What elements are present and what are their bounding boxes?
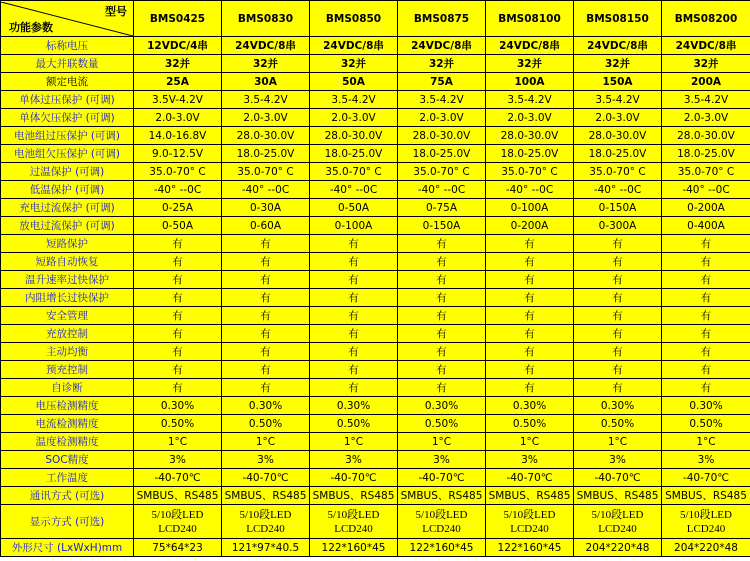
table-cell-line: LCD240 <box>422 522 461 535</box>
table-cell-line: 5/10段LED <box>239 508 292 521</box>
row-label: SOC精度 <box>1 451 134 469</box>
table-cell: 有 <box>486 361 574 379</box>
table-cell: 32并 <box>486 55 574 73</box>
row-label: 电流检测精度 <box>1 415 134 433</box>
row-label: 充电过流保护 (可调) <box>1 199 134 217</box>
table-cell: 3.5-4.2V <box>574 91 662 109</box>
table-cell: 有 <box>574 235 662 253</box>
table-cell: 有 <box>398 235 486 253</box>
table-cell: 有 <box>222 235 310 253</box>
table-cell: 32并 <box>662 55 750 73</box>
table-cell: 有 <box>662 289 750 307</box>
table-cell: 35.0-70° C <box>574 163 662 181</box>
table-cell-line: LCD240 <box>158 522 197 535</box>
table-cell: 0.50% <box>662 415 750 433</box>
table-cell <box>486 505 574 539</box>
table-cell: 1°C <box>310 433 398 451</box>
table-cell: 有 <box>662 253 750 271</box>
row-label: 放电过流保护 (可调) <box>1 217 134 235</box>
table-cell-line: LCD240 <box>246 522 285 535</box>
table-cell: 100A <box>486 73 574 91</box>
table-cell: 0-100A <box>486 199 574 217</box>
table-cell: 14.0-16.8V <box>134 127 222 145</box>
row-label: 温升速率过快保护 <box>1 271 134 289</box>
table-cell: 28.0-30.0V <box>398 127 486 145</box>
table-cell: 35.0-70° C <box>398 163 486 181</box>
table-cell: -40° --0C <box>662 181 750 199</box>
table-cell: SMBUS、RS485 <box>398 487 486 505</box>
table-cell: 2.0-3.0V <box>398 109 486 127</box>
table-cell <box>134 505 222 539</box>
table-cell: -40° --0C <box>222 181 310 199</box>
table-cell: 有 <box>310 325 398 343</box>
table-cell: 0-150A <box>398 217 486 235</box>
row-label: 单体欠压保护 (可调) <box>1 109 134 127</box>
table-row <box>1 415 750 433</box>
table-cell: 0.50% <box>398 415 486 433</box>
table-cell: SMBUS、RS485 <box>486 487 574 505</box>
table-cell: 有 <box>222 343 310 361</box>
table-cell: 0-300A <box>574 217 662 235</box>
table-cell: 12VDC/4串 <box>134 37 222 55</box>
table-cell: 有 <box>662 325 750 343</box>
table-cell: 32并 <box>134 55 222 73</box>
table-cell: 有 <box>486 253 574 271</box>
table-cell: 3% <box>486 451 574 469</box>
model-header-bms0850: BMS0850 <box>310 1 398 37</box>
model-header-bms0830: BMS0830 <box>222 1 310 37</box>
table-cell: 有 <box>486 325 574 343</box>
table-cell: 0.30% <box>486 397 574 415</box>
table-cell: 32并 <box>310 55 398 73</box>
table-cell: 有 <box>486 307 574 325</box>
table-cell: 0-25A <box>134 199 222 217</box>
table-cell: 24VDC/8串 <box>398 37 486 55</box>
table-row <box>1 163 750 181</box>
row-label: 自诊断 <box>1 379 134 397</box>
table-cell: 9.0-12.5V <box>134 145 222 163</box>
table-cell: 有 <box>310 379 398 397</box>
row-label: 通讯方式 (可选) <box>1 487 134 505</box>
table-cell: 有 <box>222 253 310 271</box>
table-cell: 0-50A <box>310 199 398 217</box>
table-cell: 有 <box>134 235 222 253</box>
table-cell <box>662 505 750 539</box>
table-cell: 有 <box>134 307 222 325</box>
table-row <box>1 181 750 199</box>
table-cell: 1°C <box>398 433 486 451</box>
table-cell: 2.0-3.0V <box>310 109 398 127</box>
table-cell: 有 <box>574 379 662 397</box>
table-cell: 1°C <box>134 433 222 451</box>
table-cell: 有 <box>310 235 398 253</box>
table-cell: 有 <box>310 361 398 379</box>
table-cell: SMBUS、RS485 <box>134 487 222 505</box>
table-row <box>1 271 750 289</box>
table-cell: 0.50% <box>222 415 310 433</box>
table-cell: SMBUS、RS485 <box>310 487 398 505</box>
table-cell-line: 5/10段LED <box>591 508 644 521</box>
table-cell: 有 <box>574 343 662 361</box>
table-cell: -40-70℃ <box>398 469 486 487</box>
table-cell: 有 <box>222 325 310 343</box>
table-cell: 28.0-30.0V <box>310 127 398 145</box>
table-cell: 24VDC/8串 <box>222 37 310 55</box>
table-cell: 3.5V-4.2V <box>134 91 222 109</box>
table-row <box>1 397 750 415</box>
table-cell: 有 <box>398 325 486 343</box>
row-label: 外形尺寸 (LxWxH)mm <box>1 539 134 557</box>
model-header-bms0875: BMS0875 <box>398 1 486 37</box>
table-cell: 3% <box>574 451 662 469</box>
table-row <box>1 505 750 539</box>
table-cell: 有 <box>574 361 662 379</box>
table-cell: 1°C <box>574 433 662 451</box>
table-cell: SMBUS、RS485 <box>574 487 662 505</box>
row-label: 内阻增长过快保护 <box>1 289 134 307</box>
corner-param-label: 功能参数 <box>9 20 53 34</box>
table-cell: 有 <box>574 271 662 289</box>
table-cell: 122*160*45 <box>310 539 398 557</box>
table-cell: 有 <box>310 253 398 271</box>
table-cell: 0.50% <box>574 415 662 433</box>
table-cell: 0.30% <box>310 397 398 415</box>
table-row <box>1 343 750 361</box>
table-cell: -40-70℃ <box>486 469 574 487</box>
table-row <box>1 91 750 109</box>
table-cell: 1°C <box>662 433 750 451</box>
table-row <box>1 379 750 397</box>
table-row <box>1 325 750 343</box>
table-cell: 0.50% <box>486 415 574 433</box>
table-row <box>1 199 750 217</box>
row-label: 电池组过压保护 (可调) <box>1 127 134 145</box>
table-cell: 1°C <box>486 433 574 451</box>
table-cell <box>574 505 662 539</box>
table-cell: 35.0-70° C <box>662 163 750 181</box>
table-cell: 有 <box>310 307 398 325</box>
row-label: 显示方式 (可选) <box>1 505 134 539</box>
table-row <box>1 37 750 55</box>
table-row <box>1 253 750 271</box>
header-row <box>1 1 750 37</box>
table-cell: 2.0-3.0V <box>574 109 662 127</box>
table-cell: 28.0-30.0V <box>574 127 662 145</box>
row-label: 额定电流 <box>1 73 134 91</box>
table-cell-line: 5/10段LED <box>503 508 556 521</box>
table-row <box>1 451 750 469</box>
table-cell: 有 <box>574 289 662 307</box>
table-cell: 18.0-25.0V <box>662 145 750 163</box>
table-cell: 35.0-70° C <box>486 163 574 181</box>
row-label: 温度检测精度 <box>1 433 134 451</box>
row-label: 主动均衡 <box>1 343 134 361</box>
table-cell-line: 5/10段LED <box>680 508 732 521</box>
table-cell: 3% <box>134 451 222 469</box>
table-cell: -40-70℃ <box>662 469 750 487</box>
table-cell: 有 <box>310 271 398 289</box>
model-header-bms08200: BMS08200 <box>662 1 750 37</box>
row-label: 最大并联数量 <box>1 55 134 73</box>
table-cell: 有 <box>398 379 486 397</box>
table-cell: -40° --0C <box>398 181 486 199</box>
table-cell: 3.5-4.2V <box>222 91 310 109</box>
table-cell-line: LCD240 <box>334 522 373 535</box>
table-cell: 有 <box>662 361 750 379</box>
table-cell: 2.0-3.0V <box>662 109 750 127</box>
table-cell: -40° --0C <box>486 181 574 199</box>
table-cell: 0-50A <box>134 217 222 235</box>
table-cell: 有 <box>398 343 486 361</box>
row-label: 安全管理 <box>1 307 134 325</box>
table-cell: 32并 <box>222 55 310 73</box>
table-cell: -40-70℃ <box>310 469 398 487</box>
table-cell: 有 <box>398 271 486 289</box>
table-cell-line: 5/10段LED <box>415 508 468 521</box>
table-row <box>1 55 750 73</box>
table-cell: 28.0-30.0V <box>486 127 574 145</box>
table-cell: 24VDC/8串 <box>486 37 574 55</box>
table-cell: 0-150A <box>574 199 662 217</box>
table-cell: 有 <box>662 235 750 253</box>
table-cell: 有 <box>574 325 662 343</box>
table-cell: 有 <box>134 325 222 343</box>
row-label: 电压检测精度 <box>1 397 134 415</box>
table-cell-line: LCD240 <box>598 522 637 535</box>
table-cell: 有 <box>222 361 310 379</box>
table-row <box>1 235 750 253</box>
table-cell: 有 <box>662 271 750 289</box>
table-cell: 2.0-3.0V <box>134 109 222 127</box>
table-cell: 30A <box>222 73 310 91</box>
table-cell: 2.0-3.0V <box>486 109 574 127</box>
table-cell: 3% <box>310 451 398 469</box>
table-row <box>1 217 750 235</box>
table-cell: 28.0-30.0V <box>222 127 310 145</box>
row-label: 单体过压保护 (可调) <box>1 91 134 109</box>
corner-cell <box>1 1 134 37</box>
table-cell: 0.50% <box>134 415 222 433</box>
table-row <box>1 433 750 451</box>
table-row <box>1 289 750 307</box>
table-cell: 有 <box>310 289 398 307</box>
table-cell: 有 <box>398 307 486 325</box>
table-cell: 0-30A <box>222 199 310 217</box>
table-cell: 2.0-3.0V <box>222 109 310 127</box>
table-cell: -40° --0C <box>310 181 398 199</box>
table-cell: 0-200A <box>662 199 750 217</box>
table-cell: 18.0-25.0V <box>310 145 398 163</box>
table-cell: 0.50% <box>310 415 398 433</box>
model-header-bms0425: BMS0425 <box>134 1 222 37</box>
row-label: 低温保护 (可调) <box>1 181 134 199</box>
table-cell-line: LCD240 <box>510 522 549 535</box>
table-cell: 0.30% <box>222 397 310 415</box>
table-cell: 有 <box>134 343 222 361</box>
table-row <box>1 145 750 163</box>
table-cell: -40-70℃ <box>574 469 662 487</box>
table-cell: 有 <box>134 253 222 271</box>
row-label: 预充控制 <box>1 361 134 379</box>
table-cell: 3.5-4.2V <box>398 91 486 109</box>
table-cell: 有 <box>486 379 574 397</box>
table-cell: 32并 <box>574 55 662 73</box>
row-label: 短路自动恢复 <box>1 253 134 271</box>
table-cell: 有 <box>398 361 486 379</box>
table-cell: 有 <box>574 253 662 271</box>
model-header-bms08150: BMS08150 <box>574 1 662 37</box>
table-cell: -40° --0C <box>574 181 662 199</box>
table-cell: 0-200A <box>486 217 574 235</box>
row-label: 工作温度 <box>1 469 134 487</box>
table-row <box>1 73 750 91</box>
table-cell: 200A <box>662 73 750 91</box>
table-cell: 有 <box>134 289 222 307</box>
row-label: 过温保护 (可调) <box>1 163 134 181</box>
table-row <box>1 361 750 379</box>
table-cell: 3.5-4.2V <box>310 91 398 109</box>
table-row <box>1 469 750 487</box>
table-cell: 有 <box>222 271 310 289</box>
table-cell: 0.30% <box>574 397 662 415</box>
row-label: 短路保护 <box>1 235 134 253</box>
table-cell: 0-75A <box>398 199 486 217</box>
table-cell: 有 <box>486 343 574 361</box>
table-cell: 3% <box>222 451 310 469</box>
table-cell: 3.5-4.2V <box>662 91 750 109</box>
table-cell: 18.0-25.0V <box>574 145 662 163</box>
table-cell: 18.0-25.0V <box>398 145 486 163</box>
table-cell: 18.0-25.0V <box>222 145 310 163</box>
table-cell: 25A <box>134 73 222 91</box>
table-cell: 75A <box>398 73 486 91</box>
table-cell: 0-400A <box>662 217 750 235</box>
table-cell: 204*220*48 <box>574 539 662 557</box>
table-cell <box>310 505 398 539</box>
table-cell: 有 <box>398 253 486 271</box>
row-label: 充放控制 <box>1 325 134 343</box>
table-cell: 有 <box>486 289 574 307</box>
table-cell: 121*97*40.5 <box>222 539 310 557</box>
table-cell-line: 5/10段LED <box>151 508 204 521</box>
table-cell: 0.30% <box>134 397 222 415</box>
table-cell: 0.30% <box>398 397 486 415</box>
table-cell: 有 <box>134 271 222 289</box>
table-row <box>1 109 750 127</box>
row-label: 电池组欠压保护 (可调) <box>1 145 134 163</box>
table-cell: 3.5-4.2V <box>486 91 574 109</box>
table-cell: 18.0-25.0V <box>486 145 574 163</box>
table-cell: 有 <box>662 379 750 397</box>
table-cell: 有 <box>398 289 486 307</box>
table-cell: 35.0-70° C <box>134 163 222 181</box>
table-cell: 150A <box>574 73 662 91</box>
table-cell: 35.0-70° C <box>310 163 398 181</box>
table-cell: 24VDC/8串 <box>662 37 750 55</box>
table-cell: 有 <box>310 343 398 361</box>
table-cell: 有 <box>662 343 750 361</box>
table-cell: 有 <box>574 307 662 325</box>
table-cell: 0-60A <box>222 217 310 235</box>
table-cell: 有 <box>486 235 574 253</box>
table-row <box>1 487 750 505</box>
table-cell: 204*220*48 <box>662 539 750 557</box>
table-cell: -40° --0C <box>134 181 222 199</box>
spec-table-body <box>1 1 750 557</box>
table-cell: 75*64*23 <box>134 539 222 557</box>
table-cell <box>398 505 486 539</box>
table-cell: 0-100A <box>310 217 398 235</box>
table-cell: 有 <box>486 271 574 289</box>
table-cell: -40-70℃ <box>222 469 310 487</box>
table-cell: 50A <box>310 73 398 91</box>
table-cell: 有 <box>134 361 222 379</box>
table-cell: 122*160*45 <box>486 539 574 557</box>
table-cell: 35.0-70° C <box>222 163 310 181</box>
table-cell: SMBUS、RS485 <box>662 487 750 505</box>
table-cell: 1°C <box>222 433 310 451</box>
table-cell: 3% <box>398 451 486 469</box>
table-cell: 24VDC/8串 <box>310 37 398 55</box>
table-cell: 0.30% <box>662 397 750 415</box>
table-cell-line: LCD240 <box>686 522 726 535</box>
table-row <box>1 539 750 557</box>
table-cell: 24VDC/8串 <box>574 37 662 55</box>
table-cell: 3% <box>662 451 750 469</box>
table-cell: SMBUS、RS485 <box>222 487 310 505</box>
corner-model-label: 型号 <box>105 4 127 18</box>
table-cell: 28.0-30.0V <box>662 127 750 145</box>
table-cell: 122*160*45 <box>398 539 486 557</box>
model-header-bms08100: BMS08100 <box>486 1 574 37</box>
table-cell-line: 5/10段LED <box>327 508 380 521</box>
table-cell: 有 <box>222 307 310 325</box>
table-cell: 有 <box>662 307 750 325</box>
table-row <box>1 127 750 145</box>
table-cell: 有 <box>134 379 222 397</box>
table-cell: 有 <box>222 379 310 397</box>
row-label: 标称电压 <box>1 37 134 55</box>
table-cell <box>222 505 310 539</box>
table-cell: -40-70℃ <box>134 469 222 487</box>
table-cell: 有 <box>222 289 310 307</box>
table-row <box>1 307 750 325</box>
table-cell: 32并 <box>398 55 486 73</box>
